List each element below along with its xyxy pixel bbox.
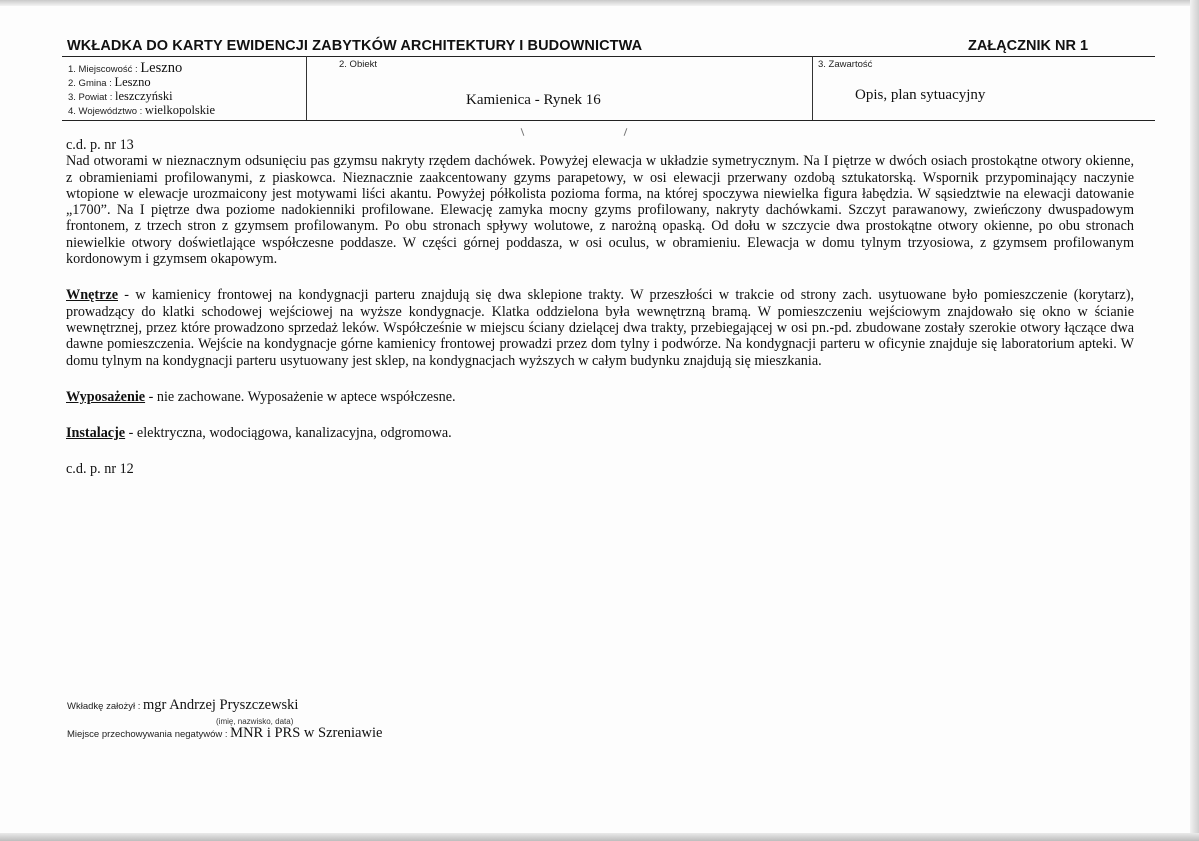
header-box-bottom-rule — [62, 120, 1155, 121]
field-obiekt-value: Kamienica - Rynek 16 — [466, 92, 601, 108]
field-value: wielkopolskie — [144, 103, 216, 117]
field-label: 1. Miejscowość : — [68, 64, 138, 75]
annex-number: ZAŁĄCZNIK NR 1 — [968, 38, 1089, 54]
interior-paragraph — [66, 287, 1134, 368]
installations-text: - elektryczna, wodociągowa, kanalizacyjna, odgromowa. — [125, 425, 452, 442]
field-label: 4. Województwo : — [68, 106, 143, 117]
field-gmina — [68, 75, 151, 90]
scan-edge-right — [1190, 0, 1199, 841]
equipment-text: - nie zachowane. Wyposażenie w aptece współczesne. — [145, 388, 456, 405]
negatives-label: Miejsce przechowywania negatywów : — [67, 729, 228, 740]
form-title: WKŁADKA DO KARTY EWIDENCJI ZABYTKÓW ARCHITEKTURY I BUDOWNICTWA — [67, 38, 643, 54]
field-value: Leszno — [140, 60, 183, 76]
interior-text: - w kamienicy frontowej na kondygnacji parteru znajdują się dwa sklepione trakty. W przeszłości w trakcie od strony zach. usytuowane było pomieszczenie (korytarz), prowadzący do klatki schodowej wejściowej na wyższe kondygnacje. Klatka oddzielona była wewnętrzną bramą. W pomieszczeniu wejściowym znajdowało się okno w ścianie wewnętrznej, przez które prowadzono sprzedaż leków. Współcześnie w miejscu ściany dzielącej dwa trakty, przebiegającej w osi pn.-pd. zbudowane zostały szerokie otwory łączące dwa dawne pomieszczenia. Wejście na kondygnacje górne kamienicy frontowej prowadzi przez dom tylny i podwórze. Na kondygnacji parteru w oficynie znajduje się laboratorium apteki. W domu tylnym na kondygnacji parteru usytuowany jest sklep, na kondygnacjach wyższych w całym budynku znajdują się mieszkania. — [66, 287, 1134, 369]
field-label: 3. Powiat : — [68, 92, 113, 103]
equipment-paragraph — [66, 389, 1134, 405]
author-value: mgr Andrzej Pryszczewski — [143, 697, 299, 713]
scan-mark — [521, 128, 525, 136]
field-value: Leszno — [114, 75, 151, 89]
description-body — [66, 137, 1134, 478]
installations-heading: Instalacje — [66, 425, 126, 442]
field-obiekt-label: 2. Obiekt — [339, 59, 378, 70]
continued-on: c.d. p. nr 12 — [66, 461, 134, 478]
facade-paragraph: Nad otworami w nieznacznym odsunięciu pas gzymsu nakryty rzędem dachówek. Powyżej elewacja w układzie symetrycznym. Na I piętrze w dwóch osiach prostokątne otwory okienne, z obramieniami profilowanymi, z piaskowca. Nieznacznie zaakcentowany gzyms parapetowy, w osi elewacji przerwany ozdobą sztukatorską. Wspornik przypominający naczynie wtopione w elewacje urozmaicony jest motywami liści akantu. Powyżej półkolista pozioma forma, na której spoczywa niewielka figura łabędzia. W sąsiedztwie na elewacji datowanie „1700”. Na I piętrze dwa poziome nadokienniki profilowane. Elewację zamyka mocny gzyms profilowany, nakryty dachówkami. Szczyt parawanowy, zwieńczony dwuspadowym frontonem, z trzech stron z gzymsem profilowanym. Po obu stronach spływy wolutowe, z narożną opaską. Od dołu w szczycie dwa prostokątne otwory okienne, po obu stronach niewielkie otwory doświetlające współczesne poddasze. W części górnej poddasza, w osi oculus, w obramieniu. Elewacja w domu tylnym trzyosiowa, z gzymsem profilowanym kordonowym i gzymsem okapowym. — [66, 153, 1134, 268]
scan-mark — [624, 128, 628, 136]
continued-from: c.d. p. nr 13 — [66, 137, 134, 153]
negatives-value: MNR i PRS w Szreniawie — [230, 725, 383, 741]
column-divider — [812, 56, 813, 120]
field-zawartosc-value: Opis, plan sytuacyjny — [855, 87, 986, 103]
field-label: 2. Gmina : — [68, 78, 112, 89]
field-wojewodztwo — [68, 103, 215, 118]
scan-edge-bottom — [0, 833, 1199, 841]
footer-author — [67, 697, 298, 714]
header-rule — [62, 56, 1155, 57]
installations-paragraph — [66, 425, 1134, 441]
column-divider — [306, 56, 307, 120]
interior-heading: Wnętrze — [66, 287, 118, 304]
author-caption: (imię, nazwisko, data) — [216, 717, 294, 726]
field-zawartosc-label: 3. Zawartość — [818, 59, 873, 70]
author-label: Wkładkę założył : — [67, 701, 141, 712]
field-value: leszczyński — [115, 89, 173, 103]
footer-negatives — [67, 725, 382, 742]
equipment-heading: Wyposażenie — [66, 388, 146, 405]
field-powiat — [68, 89, 173, 104]
scan-edge-top — [0, 0, 1199, 6]
